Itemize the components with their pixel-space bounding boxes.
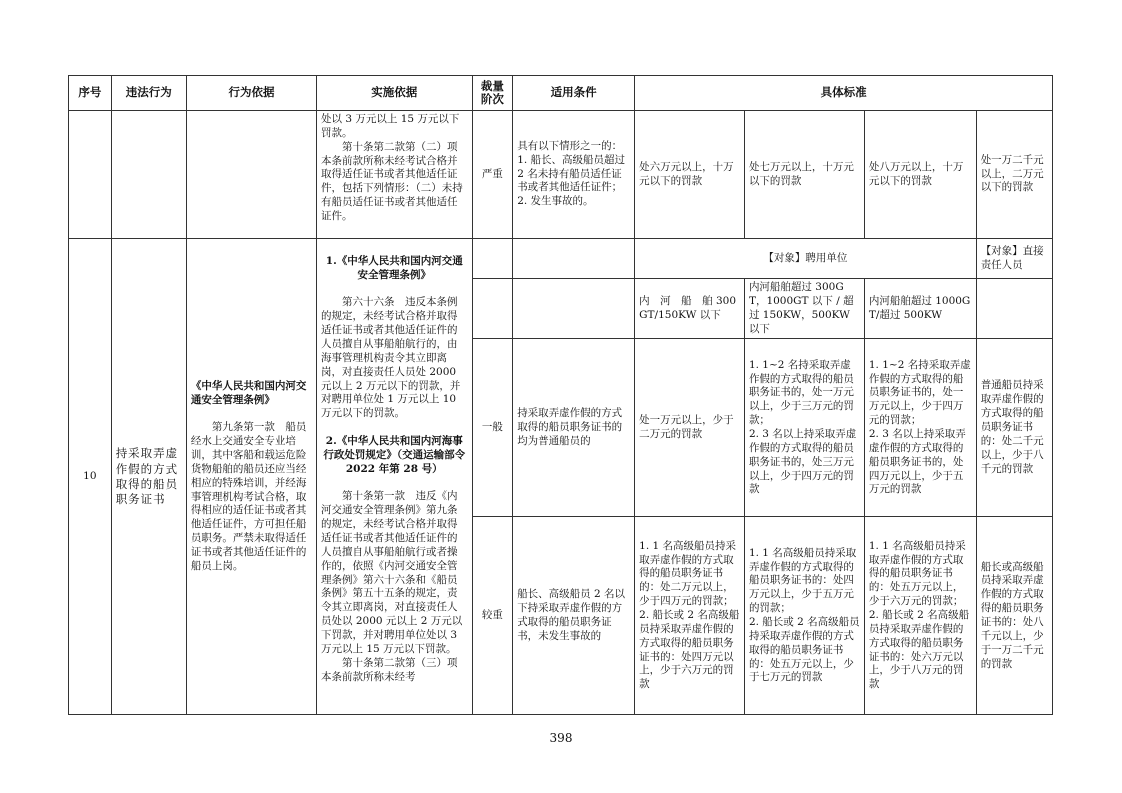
cont-standard-4: 处一万二千元以上，二万元以下的罚款 — [976, 111, 1052, 239]
heavier-level: 较重 — [472, 517, 513, 715]
general-standard-4: 普通船员持采取弄虚作假的方式取得的船员职务证书的：处二千元以上，少于八千元的罚款 — [976, 339, 1052, 517]
general-standard-3: 1. 1~2 名持采取弄虚作假的方式取得的船员职务证书的，处一万元以上，少于四万元的罚款； 2. 3 名以上持采取弄虚作假的方式取得的船员职务证书的，处四万元以上，少于五万元的罚款 — [864, 339, 976, 517]
penalty-standard-table — [68, 75, 1053, 715]
row-10-impl — [317, 239, 473, 715]
header-row — [69, 76, 1053, 111]
cont-standard-2: 处七万元以上，十万元以下的罚款 — [744, 111, 864, 239]
cont-standard-1: 处六万元以上，十万元以下的罚款 — [635, 111, 745, 239]
header-level: 裁量 阶次 — [472, 76, 513, 111]
subheader-small-vessel: 内 河 船 舶 300GT/150KW 以下 — [635, 279, 745, 339]
subheader-large-vessel: 内河船舶超过 1000GT/超过 500KW — [864, 279, 976, 339]
impl-body-1: 第六十六条 违反本条例的规定，未经考试合格并取得适任证书或者其他适任证件的人员擅自从事船舶航行的，由海事管理机构责令其立即离岗，对直接责任人员处 2000 元以上 2 万元以下的罚款，并对聘用单位处 1 万元以上 10 万元以下的罚款。 — [321, 296, 461, 420]
header-seq: 序号 — [69, 76, 112, 111]
general-level: 一般 — [472, 339, 513, 517]
header-impl: 实施依据 — [317, 76, 473, 111]
subheader-condition-empty — [513, 279, 635, 339]
impl-title-1: 1.《中华人民共和国内河交通安全管理条例》 — [325, 254, 463, 281]
object-level-empty — [472, 239, 513, 279]
row-10-seq: 10 — [69, 239, 112, 715]
header-condition: 适用条件 — [513, 76, 635, 111]
page-number: 398 — [549, 731, 573, 745]
basis-title: 《中华人民共和国内河交通安全管理条例》 — [190, 379, 307, 406]
subheader-medium-vessel: 内河船舶超过 300GT，1000GT 以下 / 超过 150KW，500KW 以下 — [744, 279, 864, 339]
row-10-violation: 持采取弄虚作假的方式取得的船员职务证书 — [111, 239, 186, 715]
object-condition-empty — [513, 239, 635, 279]
cont-basis-cell — [186, 111, 316, 239]
object-person: 【对象】直接责任人员 — [976, 239, 1052, 279]
header-standard: 具体标准 — [635, 76, 1053, 111]
cont-seq-cell — [69, 111, 112, 239]
cont-level-cell: 严重 — [472, 111, 513, 239]
subheader-person-empty — [976, 279, 1052, 339]
cont-condition-cell: 具有以下情形之一的： 1. 船长、高级船员超过 2 名未持有船员适任证书或者其他适任证件； 2. 发生事故的。 — [513, 111, 635, 239]
row-10-object — [69, 239, 1053, 279]
object-unit: 【对象】聘用单位 — [635, 239, 977, 279]
basis-body: 第九条第一款 船员经水上交通安全专业培训，其中客船和载运危险货物船舶的船员还应当经相应的特殊培训，并经海事管理机构考试合格，取得相应的适任证书或者其他适任证件，方可担任船员职务。严禁未取得适任证书或者其他适任证件的船员上岗。 — [190, 421, 307, 572]
impl-body-2: 第十条第一款 违反《内河交通安全管理条例》第九条的规定，未经考试合格并取得适任证书或者其他适任证件的人员擅自从事船舶航行或者操作的，依照《内河交通安全管理条例》第六十六条和《船员条例》第五十五条的规定，责令其立即离岗，对直接责任人员处以 2000 元以上 2 万元以下罚款，并对聘用单位处以 3 万元以上 15 万元以下罚款。 第十条第二款第（三）项 本条前款所称未经考 — [321, 490, 463, 683]
row-10-basis — [186, 239, 316, 715]
general-standard-2: 1. 1~2 名持采取弄虚作假的方式取得的船员职务证书的，处一万元以上，少于三万元的罚款； 2. 3 名以上持采取弄虚作假的方式取得的船员职务证书的，处三万元以上，少于四万元的罚款 — [744, 339, 864, 517]
cont-violation-cell — [111, 111, 186, 239]
heavier-standard-2: 1. 1 名高级船员持采取弄虚作假的方式取得的船员职务证书的：处四万元以上，少于五万元的罚款； 2. 船长或 2 名高级船员持采取弄虚作假的方式取得的船员职务证书的：处五万元以上，少于七万元的罚款 — [744, 517, 864, 715]
heavier-standard-4: 船长或高级船员持采取弄虚作假的方式取得的船员职务证书的：处八千元以上，少于一万二千元的罚款 — [976, 517, 1052, 715]
cont-impl-cell: 处以 3 万元以上 15 万元以下罚款。 第十条第二款第（二）项 本条前款所称未经考试合格并取得适任证书或者其他适任证件，包括下列情形：（二）未持有船员适任证书或者其他适任证件。 — [317, 111, 473, 239]
continued-row — [69, 111, 1053, 239]
header-violation: 违法行为 — [111, 76, 186, 111]
header-basis: 行为依据 — [186, 76, 316, 111]
subheader-level-empty — [472, 279, 513, 339]
heavier-standard-1: 1. 1 名高级船员持采取弄虚作假的方式取得的船员职务证书的：处二万元以上，少于四万元的罚款； 2. 船长或 2 名高级船员持采取弄虚作假的方式取得的船员职务证书的：处四万元以上，少于六万元的罚款 — [635, 517, 745, 715]
heavier-condition: 船长、高级船员 2 名以下持采取弄虚作假的方式取得的船员职务证书，未发生事故的 — [513, 517, 635, 715]
cont-standard-3: 处八万元以上，十万元以下的罚款 — [864, 111, 976, 239]
general-standard-1: 处一万元以上，少于二万元的罚款 — [635, 339, 745, 517]
heavier-standard-3: 1. 1 名高级船员持采取弄虚作假的方式取得的船员职务证书的：处五万元以上，少于六万元的罚款； 2. 船长或 2 名高级船员持采取弄虚作假的方式取得的船员职务证书的：处六万元以上，少于八万元的罚款 — [864, 517, 976, 715]
general-condition: 持采取弄虚作假的方式取得的船员职务证书的均为普通船员的 — [513, 339, 635, 517]
impl-title-2: 2.《中华人民共和国内河海事行政处罚规定》（交通运输部令 2022 年第 28 号） — [323, 435, 466, 475]
